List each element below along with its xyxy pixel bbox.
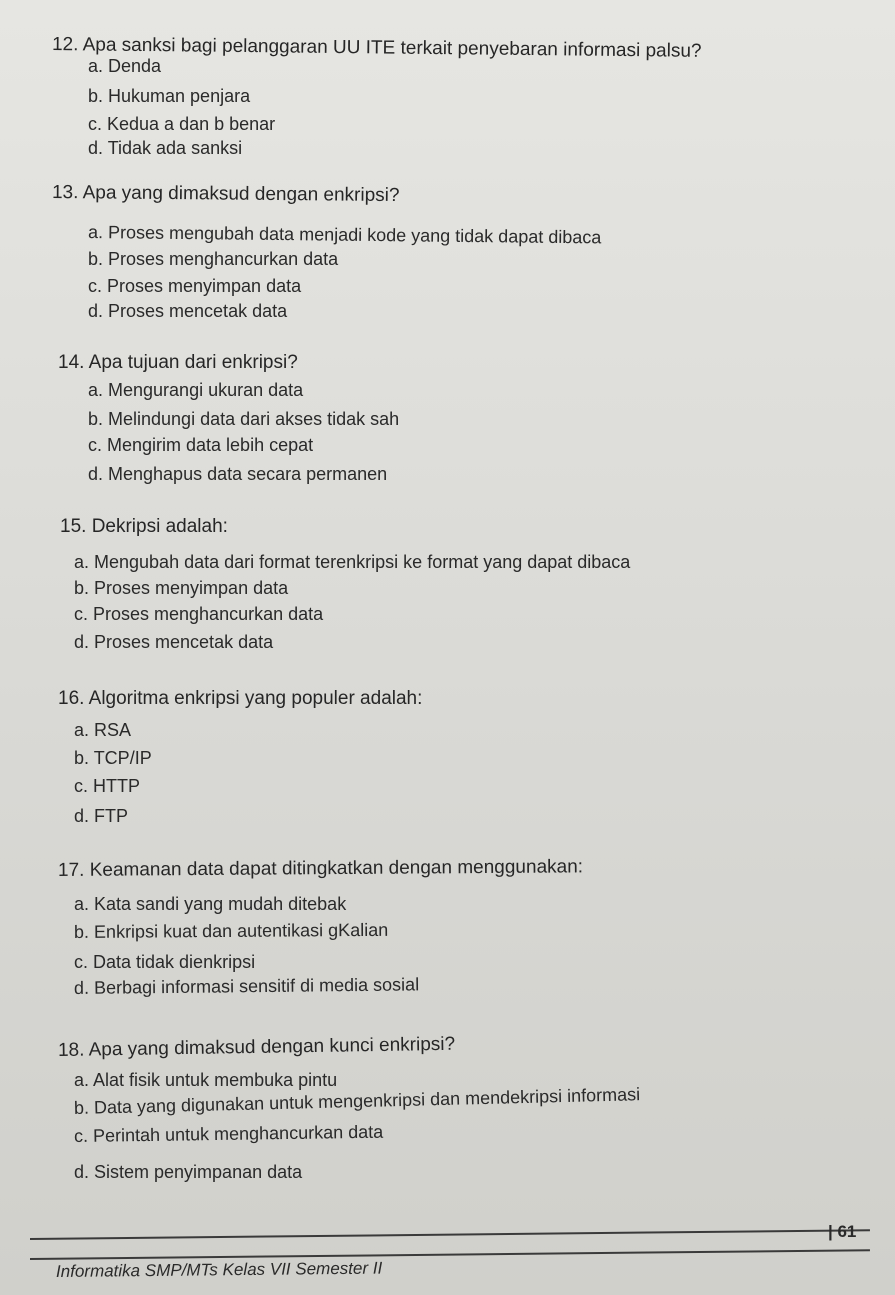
footer-book-title: Informatika SMP/MTs Kelas VII Semester II <box>55 1258 383 1281</box>
option-a: a. Mengubah data dari format terenkripsi ke format yang dapat dibaca <box>74 552 631 572</box>
option-a: a. Denda <box>88 56 162 76</box>
option-d: d. FTP <box>74 806 129 826</box>
option-c: c. Perintah untuk menghancurkan data <box>73 1121 384 1146</box>
question-text: 17. Keamanan data dapat ditingkatkan dengan menggunakan: <box>57 856 584 881</box>
option-b: b. Proses menghancurkan data <box>88 249 339 269</box>
footer-rule-top <box>30 1229 870 1240</box>
option-d: d. Menghapus data secara permanen <box>88 464 388 484</box>
option-a: a. Alat fisik untuk membuka pintu <box>74 1070 338 1090</box>
question-text: 14. Apa tujuan dari enkripsi? <box>58 352 298 373</box>
option-a: a. RSA <box>74 720 132 740</box>
option-d: d. Tidak ada sanksi <box>88 138 243 158</box>
option-a: a. Mengurangi ukuran data <box>88 380 304 400</box>
option-b: b. Melindungi data dari akses tidak sah <box>88 409 400 429</box>
option-a: a. Kata sandi yang mudah ditebak <box>74 894 347 914</box>
question-text: 13. Apa yang dimaksud dengan enkripsi? <box>51 182 400 207</box>
page-number: | 61 <box>828 1222 857 1241</box>
option-c: c. Mengirim data lebih cepat <box>88 435 314 455</box>
question-text: 15. Dekripsi adalah: <box>60 516 228 537</box>
option-d: d. Sistem penyimpanan data <box>74 1162 303 1182</box>
option-d: d. Berbagi informasi sensitif di media sosial <box>73 974 420 998</box>
footer-rule-bottom <box>30 1249 870 1260</box>
option-b: b. TCP/IP <box>74 748 152 768</box>
option-c: c. Proses menyimpan data <box>88 276 302 296</box>
option-b: b. Hukuman penjara <box>88 86 251 106</box>
option-b: b. Data yang digunakan untuk mengenkripsi dan mendekripsi informasi <box>73 1084 641 1118</box>
option-b: b. Enkripsi kuat dan autentikasi gKalian <box>73 919 389 942</box>
option-c: c. Data tidak dienkripsi <box>74 952 256 972</box>
option-b: b. Proses menyimpan data <box>74 578 289 598</box>
option-d: d. Proses mencetak data <box>88 301 288 321</box>
question-text: 12. Apa sanksi bagi pelanggaran UU ITE terkait penyebaran informasi palsu? <box>51 34 702 62</box>
option-c: c. Kedua a dan b benar <box>88 114 276 134</box>
option-d: d. Proses mencetak data <box>74 632 274 652</box>
option-c: c. HTTP <box>74 776 140 796</box>
option-c: c. Proses menghancurkan data <box>74 604 324 624</box>
option-a: a. Proses mengubah data menjadi kode yang tidak dapat dibaca <box>87 222 602 248</box>
question-text: 16. Algoritma enkripsi yang populer adalah: <box>58 688 423 709</box>
question-text: 18. Apa yang dimaksud dengan kunci enkripsi? <box>57 1033 456 1061</box>
